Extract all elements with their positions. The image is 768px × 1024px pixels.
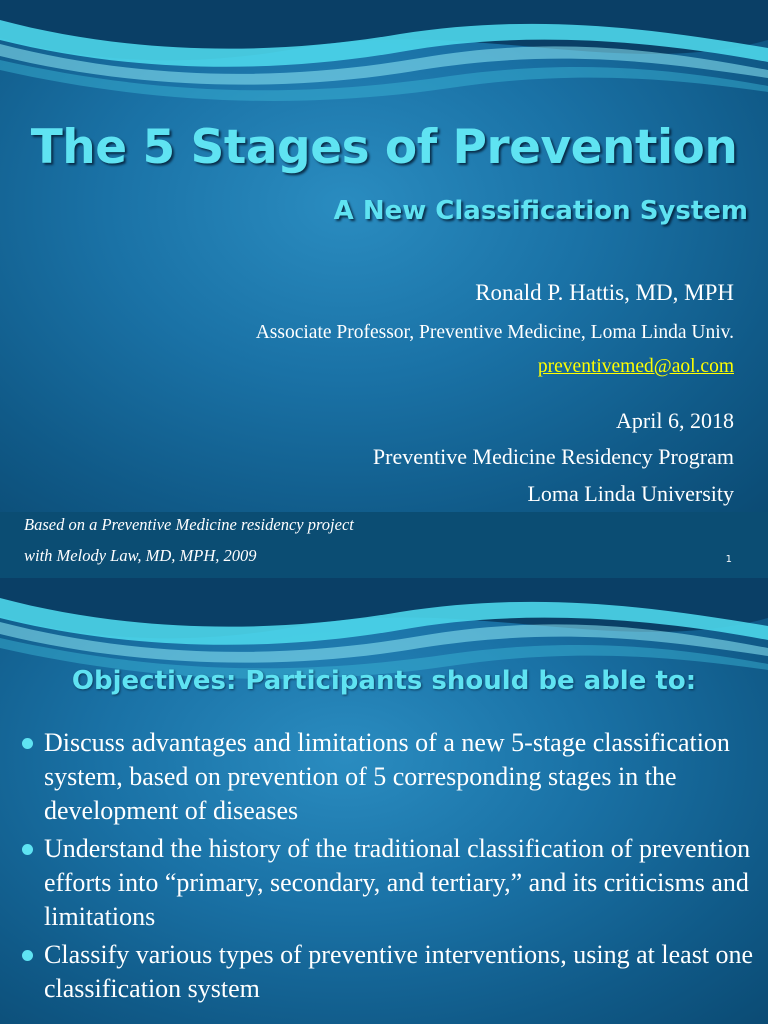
program-name: Preventive Medicine Residency Program: [372, 444, 734, 469]
bullet-dot-icon: [22, 950, 33, 961]
wave-header-decoration: [0, 0, 768, 110]
list-item: [22, 726, 757, 828]
bullet-text: Discuss advantages and limitations of a new 5-stage classification system, based on prevention of 5 corresponding stages in the development of diseases: [44, 728, 730, 825]
presentation-date: April 6, 2018: [616, 408, 734, 433]
email-link[interactable]: preventivemed@aol.com: [537, 356, 734, 377]
bullet-dot-icon: [22, 738, 33, 749]
bullet-dot-icon: [22, 844, 33, 855]
list-item: [22, 832, 757, 934]
slide-title: The 5 Stages of Prevention: [30, 120, 738, 175]
objectives-list: [22, 726, 757, 1010]
project-note-line-2: with Melody Law, MD, MPH, 2009: [24, 546, 257, 565]
author-affiliation: Associate Professor, Preventive Medicine, Loma Linda Univ.: [255, 322, 734, 343]
objectives-title: Objectives: Participants should be able to:: [71, 666, 697, 696]
bullet-text: Classify various types of preventive interventions, using at least one classification system: [44, 940, 754, 1003]
list-item: [22, 938, 757, 1006]
page-number: 1: [725, 554, 732, 565]
author-name: Ronald P. Hattis, MD, MPH: [475, 280, 734, 305]
university-name: Loma Linda University: [527, 481, 734, 506]
bullet-text: Understand the history of the traditional classification of prevention efforts into “primary, secondary, and tertiary,” and its criticisms and limitations: [44, 834, 751, 931]
project-note-line-1: Based on a Preventive Medicine residency project: [24, 515, 354, 534]
slide-subtitle: A New Classification System: [333, 196, 748, 226]
slide-2: [0, 578, 768, 1024]
